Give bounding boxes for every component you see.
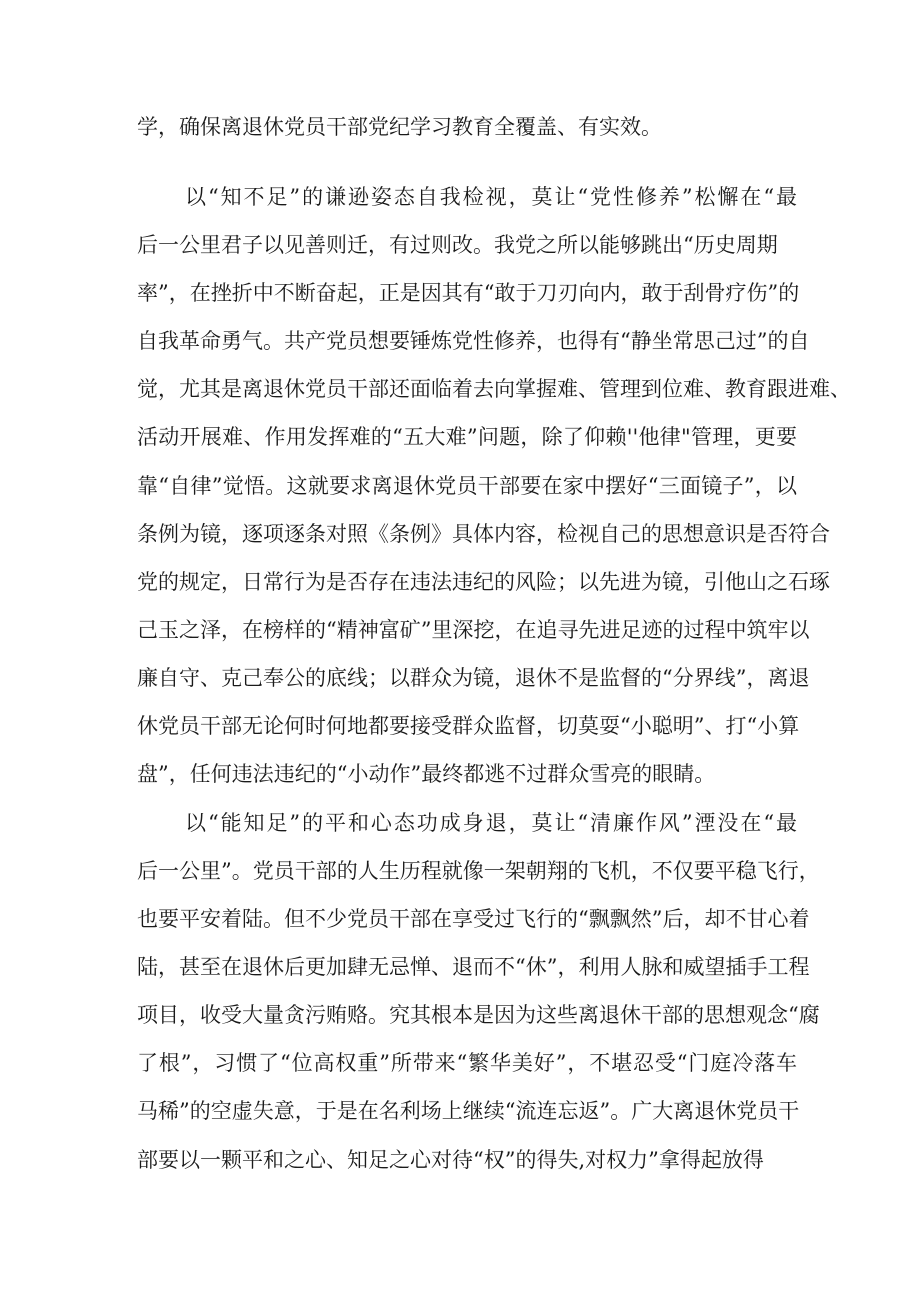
text-line: 盘”，任何违法违纪的“小动作”最终都逃不过群众雪亮的眼睛。 — [137, 762, 716, 786]
paragraph-first-line: 以“能知足”的平和心态功成身退，莫让“清廉作风”湮没在“最 — [185, 811, 797, 835]
text-line: 觉，尤其是离退休党员干部还面临着去向掌握难、管理到位难、教育跟进难、 — [137, 377, 851, 401]
text-line: 马稀”的空虚失意，于是在名利场上继续“流连忘返”。广大离退休党员干 — [137, 1099, 800, 1123]
text-line: 条例为镜，逐项逐条对照《条例》具体内容，检视自己的思想意识是否符合 — [137, 522, 830, 546]
text-line: 了根”，习惯了“位高权重”所带来“繁华美好”，不堪忍受“门庭冷落车 — [137, 1051, 797, 1075]
text-line: 率”，在挫折中不断奋起，正是因其有“敢于刀刃向内，敢于刮骨疗伤”的 — [137, 281, 800, 305]
text-line: 部要以一颗平和之心、知足之心对待“权”的得失,对权力”拿得起放得 — [137, 1148, 764, 1172]
text-line: 学，确保离退休党员干部党纪学习教育全覆盖、有实效。 — [137, 115, 662, 139]
text-line: 后一公里”。党员干部的人生历程就像一架朝翔的飞机，不仅要平稳飞行， — [137, 859, 820, 883]
text-line: 廉自守、克己奉公的底线；以群众为镜，退休不是监督的“分界线”，离退 — [137, 666, 810, 690]
text-line: 自我革命勇气。共产党员想要锤炼党性修养，也得有“静坐常思己过”的自 — [137, 329, 810, 353]
text-line: 靠“自律”觉悟。这就要求离退休党员干部要在家中摆好“三面镜子”，以 — [137, 474, 797, 498]
text-line: 也要平安着陆。但不少党员干部在享受过飞行的“飘飘然”后，却不甘心着 — [137, 907, 810, 931]
text-line: 项目，收受大量贪污贿赂。究其根本是因为这些离退休干部的思想观念“腐 — [137, 1003, 820, 1027]
text-line: 己玉之泽，在榜样的“精神富矿”里深挖，在追寻先进足迹的过程中筑牢以 — [137, 618, 810, 642]
text-line: 活动开展难、作用发挥难的“五大难”问题，除了仰赖''他律"管理，更要 — [137, 425, 797, 449]
text-line: 陆，甚至在退休后更加肆无忌惮、退而不“休”，利用人脉和威望插手工程 — [137, 955, 810, 979]
text-line: 党的规定，日常行为是否存在违法违纪的风险；以先进为镜，引他山之石琢 — [137, 570, 830, 594]
text-line: 休党员干部无论何时何地都要接受群众监督，切莫耍“小聪明”、打“小算 — [137, 714, 800, 738]
text-line: 后一公里君子以见善则迁，有过则改。我党之所以能够跳出“历史周期 — [137, 233, 778, 257]
paragraph-first-line: 以“知不足”的谦逊姿态自我检视，莫让“党性修养”松懈在“最 — [185, 185, 797, 209]
